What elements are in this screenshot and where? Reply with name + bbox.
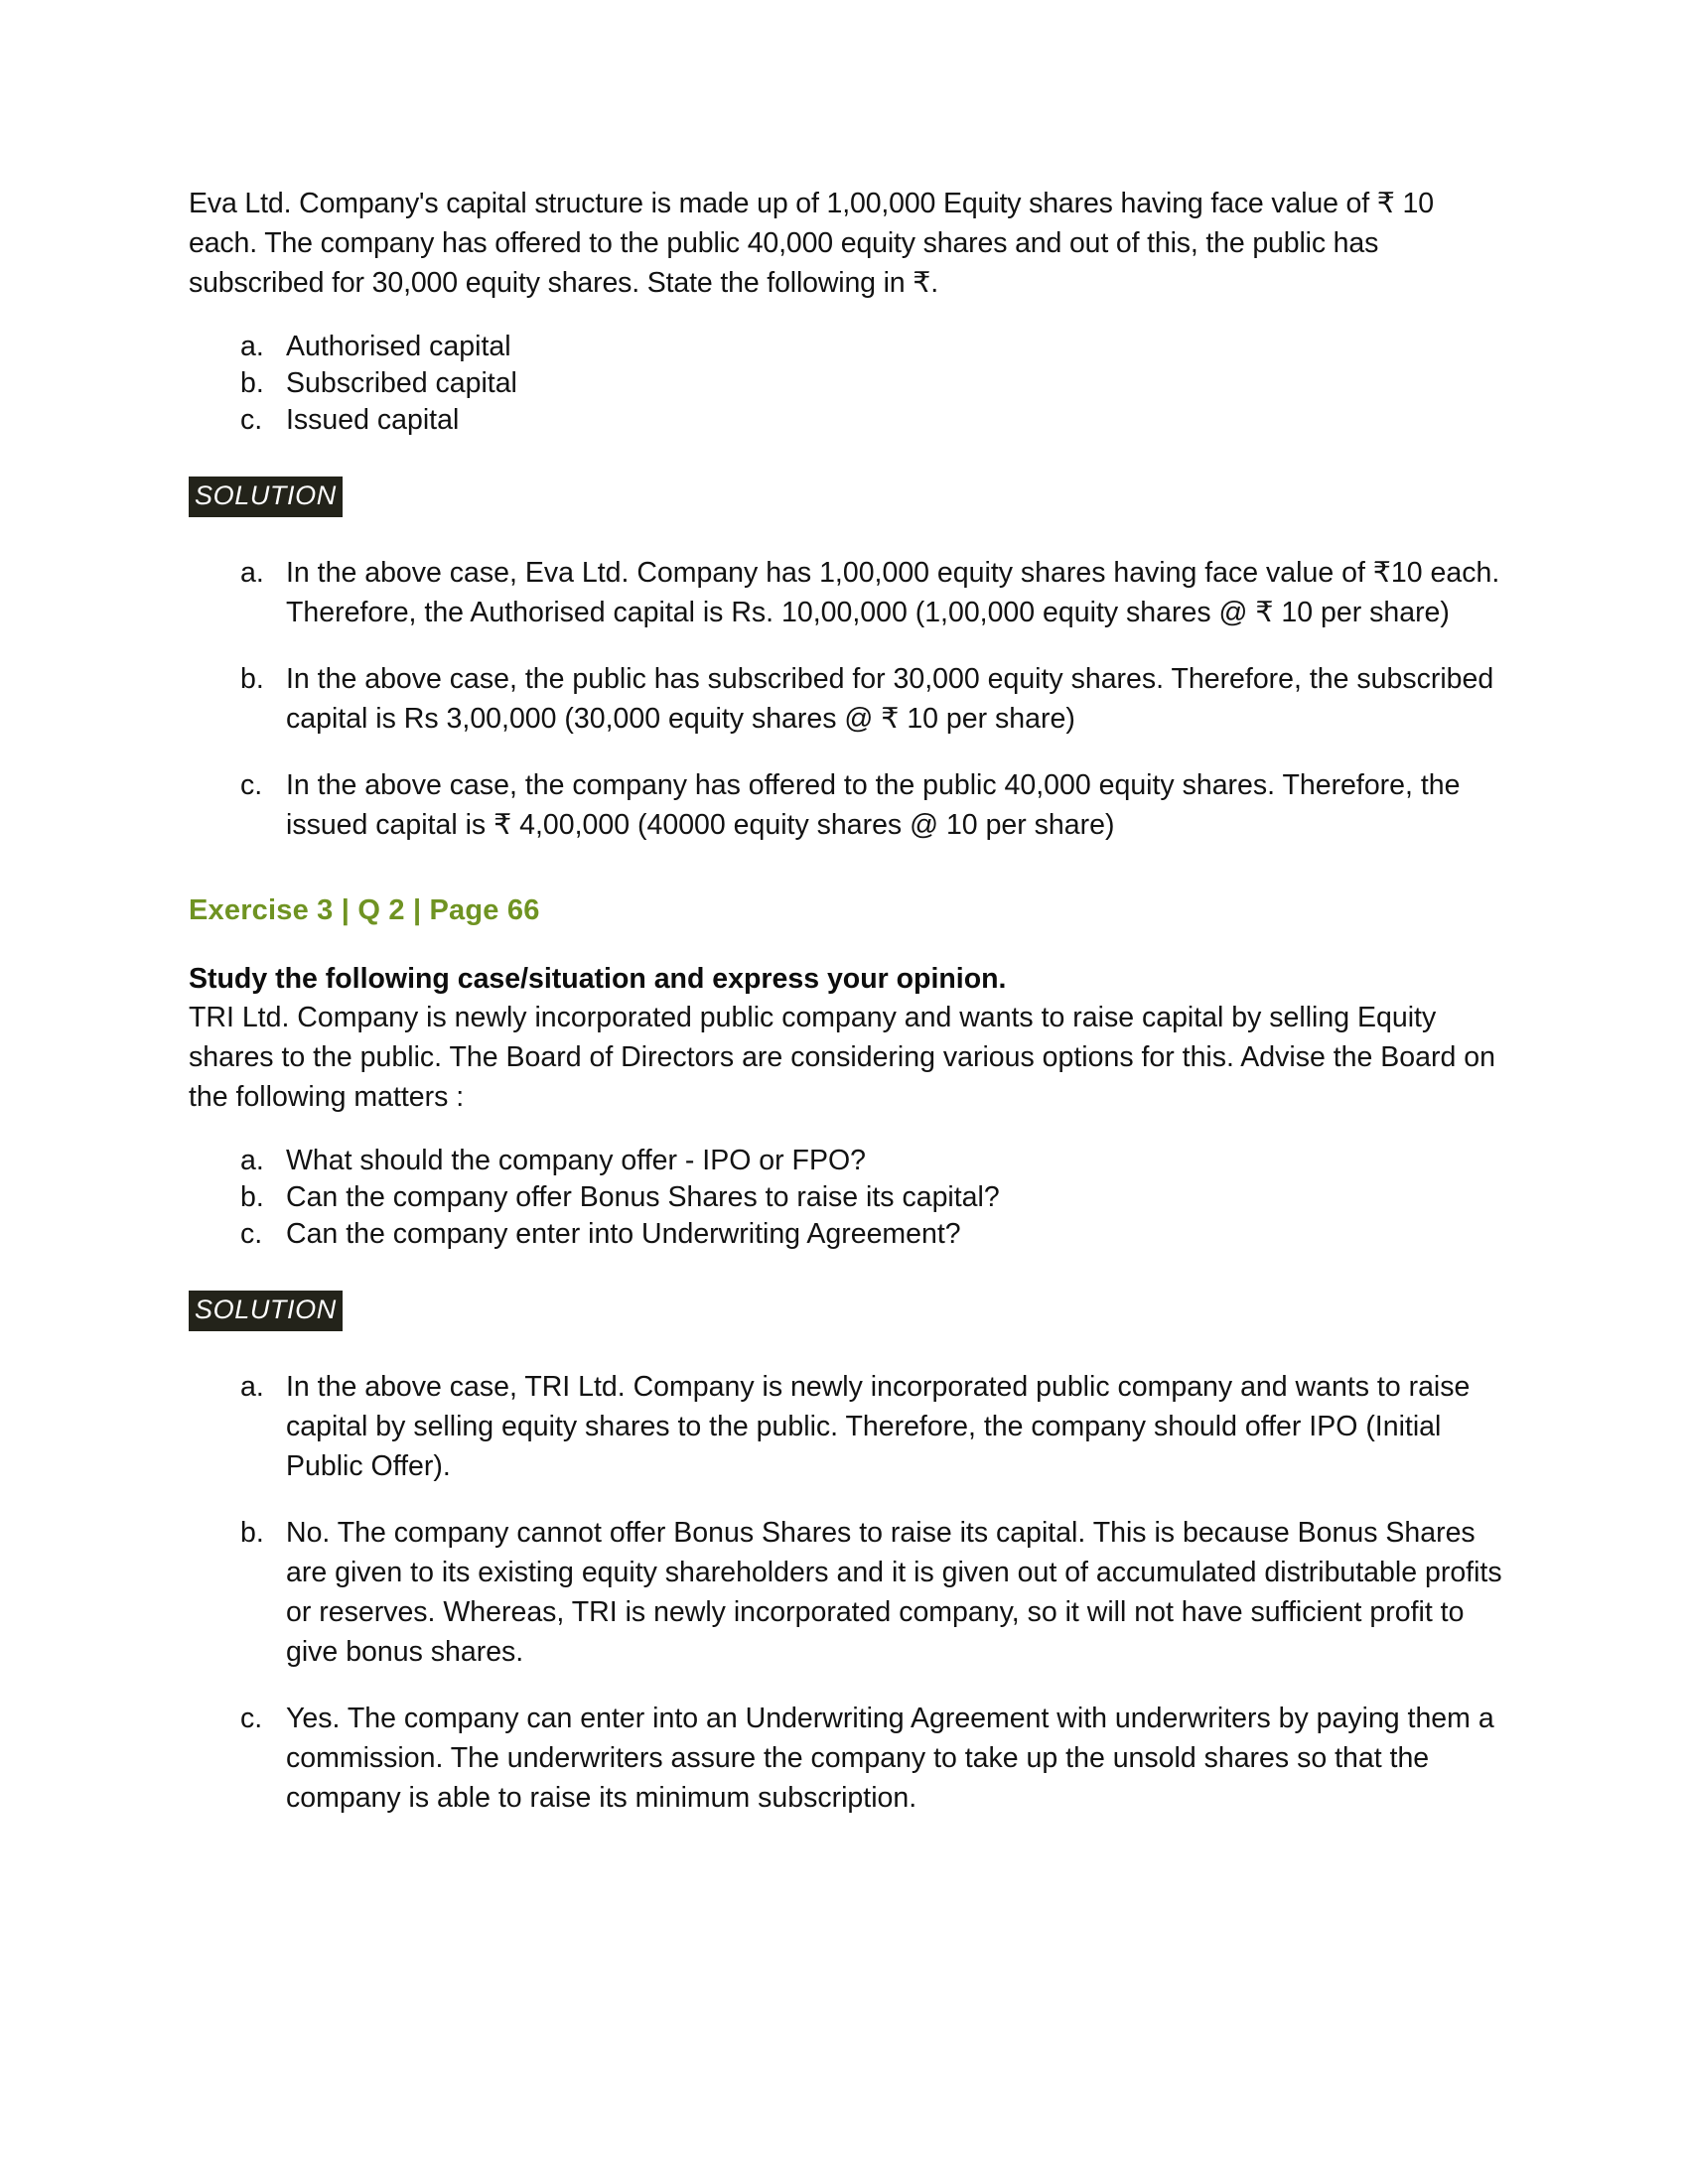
question-1-prompt: Eva Ltd. Company's capital structure is made up of 1,00,000 Equity shares having face value of ₹ 10 each. The company has offered to the public 40,000 equity shares and out of this, the public has subscribed for 30,000 equity shares. State the following in ₹. (189, 188, 1434, 299)
list-item-label: What should the company offer - IPO or FPO? (286, 1144, 866, 1176)
list-item (240, 1179, 1519, 1216)
list-marker: b. (240, 1516, 264, 1549)
list-item-label: Can the company offer Bonus Shares to raise its capital? (286, 1180, 1000, 1213)
list-marker: c. (240, 1702, 263, 1734)
list-item (240, 365, 1519, 402)
question-1-options (189, 329, 1519, 439)
list-item (240, 329, 1519, 365)
question-1-solution-section (189, 477, 1519, 517)
list-marker: a. (240, 1370, 264, 1403)
list-marker: c. (240, 404, 263, 436)
answer-text: In the above case, TRI Ltd. Company is newly incorporated public company and wants to raise capital by selling equity shares to the public. Therefore, the company should offer IPO (Initial Public Offer). (286, 1370, 1471, 1482)
list-marker: b. (240, 662, 264, 695)
question-2-prompt: TRI Ltd. Company is newly incorporated public company and wants to raise capital by selling Equity shares to the public. The Board of Directors are considering various options for this. Advise the Board on the following matters : (189, 1001, 1495, 1113)
answer-text: In the above case, the company has offered to the public 40,000 equity shares. Therefore, the issued capital is ₹ 4,00,000 (40000 equity shares @ 10 per share) (286, 768, 1461, 841)
list-item-label: Subscribed capital (286, 367, 517, 399)
list-marker: a. (240, 331, 264, 362)
list-item-label: Authorised capital (286, 331, 511, 362)
list-item (240, 1216, 1519, 1253)
list-marker: a. (240, 1144, 264, 1176)
question-2-answers (189, 1367, 1519, 1818)
question-2-options (189, 1143, 1519, 1253)
list-marker: c. (240, 768, 263, 801)
solution-badge: SOLUTION (189, 1291, 343, 1331)
list-marker: c. (240, 1217, 263, 1250)
exercise-heading: Exercise 3 | Q 2 | Page 66 (189, 893, 540, 926)
list-item (240, 1367, 1519, 1486)
list-item (240, 1699, 1519, 1818)
answer-text: Yes. The company can enter into an Underwriting Agreement with underwriters by paying them a commission. The underwriters assure the company to take up the unsold shares so that the company is able to raise its minimum subscription. (286, 1702, 1494, 1814)
list-item (240, 553, 1519, 632)
list-item (240, 1513, 1519, 1672)
list-item (240, 765, 1519, 845)
question-1-answers (189, 553, 1519, 845)
list-item (240, 1143, 1519, 1179)
list-item-label: Issued capital (286, 404, 460, 436)
answer-text: In the above case, the public has subscribed for 30,000 equity shares. Therefore, the subscribed capital is Rs 3,00,000 (30,000 equity shares @ ₹ 10 per share) (286, 662, 1494, 735)
question-2-solution-section (189, 1291, 1519, 1331)
list-item (240, 659, 1519, 739)
list-item (240, 402, 1519, 439)
list-marker: b. (240, 367, 264, 399)
answer-text: No. The company cannot offer Bonus Shares to raise its capital. This is because Bonus Shares are given to its existing equity shareholders and it is given out of accumulated distributable profits or reserves. Whereas, TRI is newly incorporated company, so it will not have sufficient profit to give bonus shares. (286, 1516, 1502, 1668)
list-marker: b. (240, 1180, 264, 1213)
answer-text: In the above case, Eva Ltd. Company has 1,00,000 equity shares having face value of ₹10 each. Therefore, the Authorised capital is Rs. 10,00,000 (1,00,000 equity shares @ ₹ 10 per share) (286, 556, 1500, 628)
question-2-lead: Study the following case/situation and express your opinion. (189, 962, 1007, 995)
list-marker: a. (240, 556, 264, 589)
list-item-label: Can the company enter into Underwriting Agreement? (286, 1217, 961, 1250)
solution-badge: SOLUTION (189, 477, 343, 517)
